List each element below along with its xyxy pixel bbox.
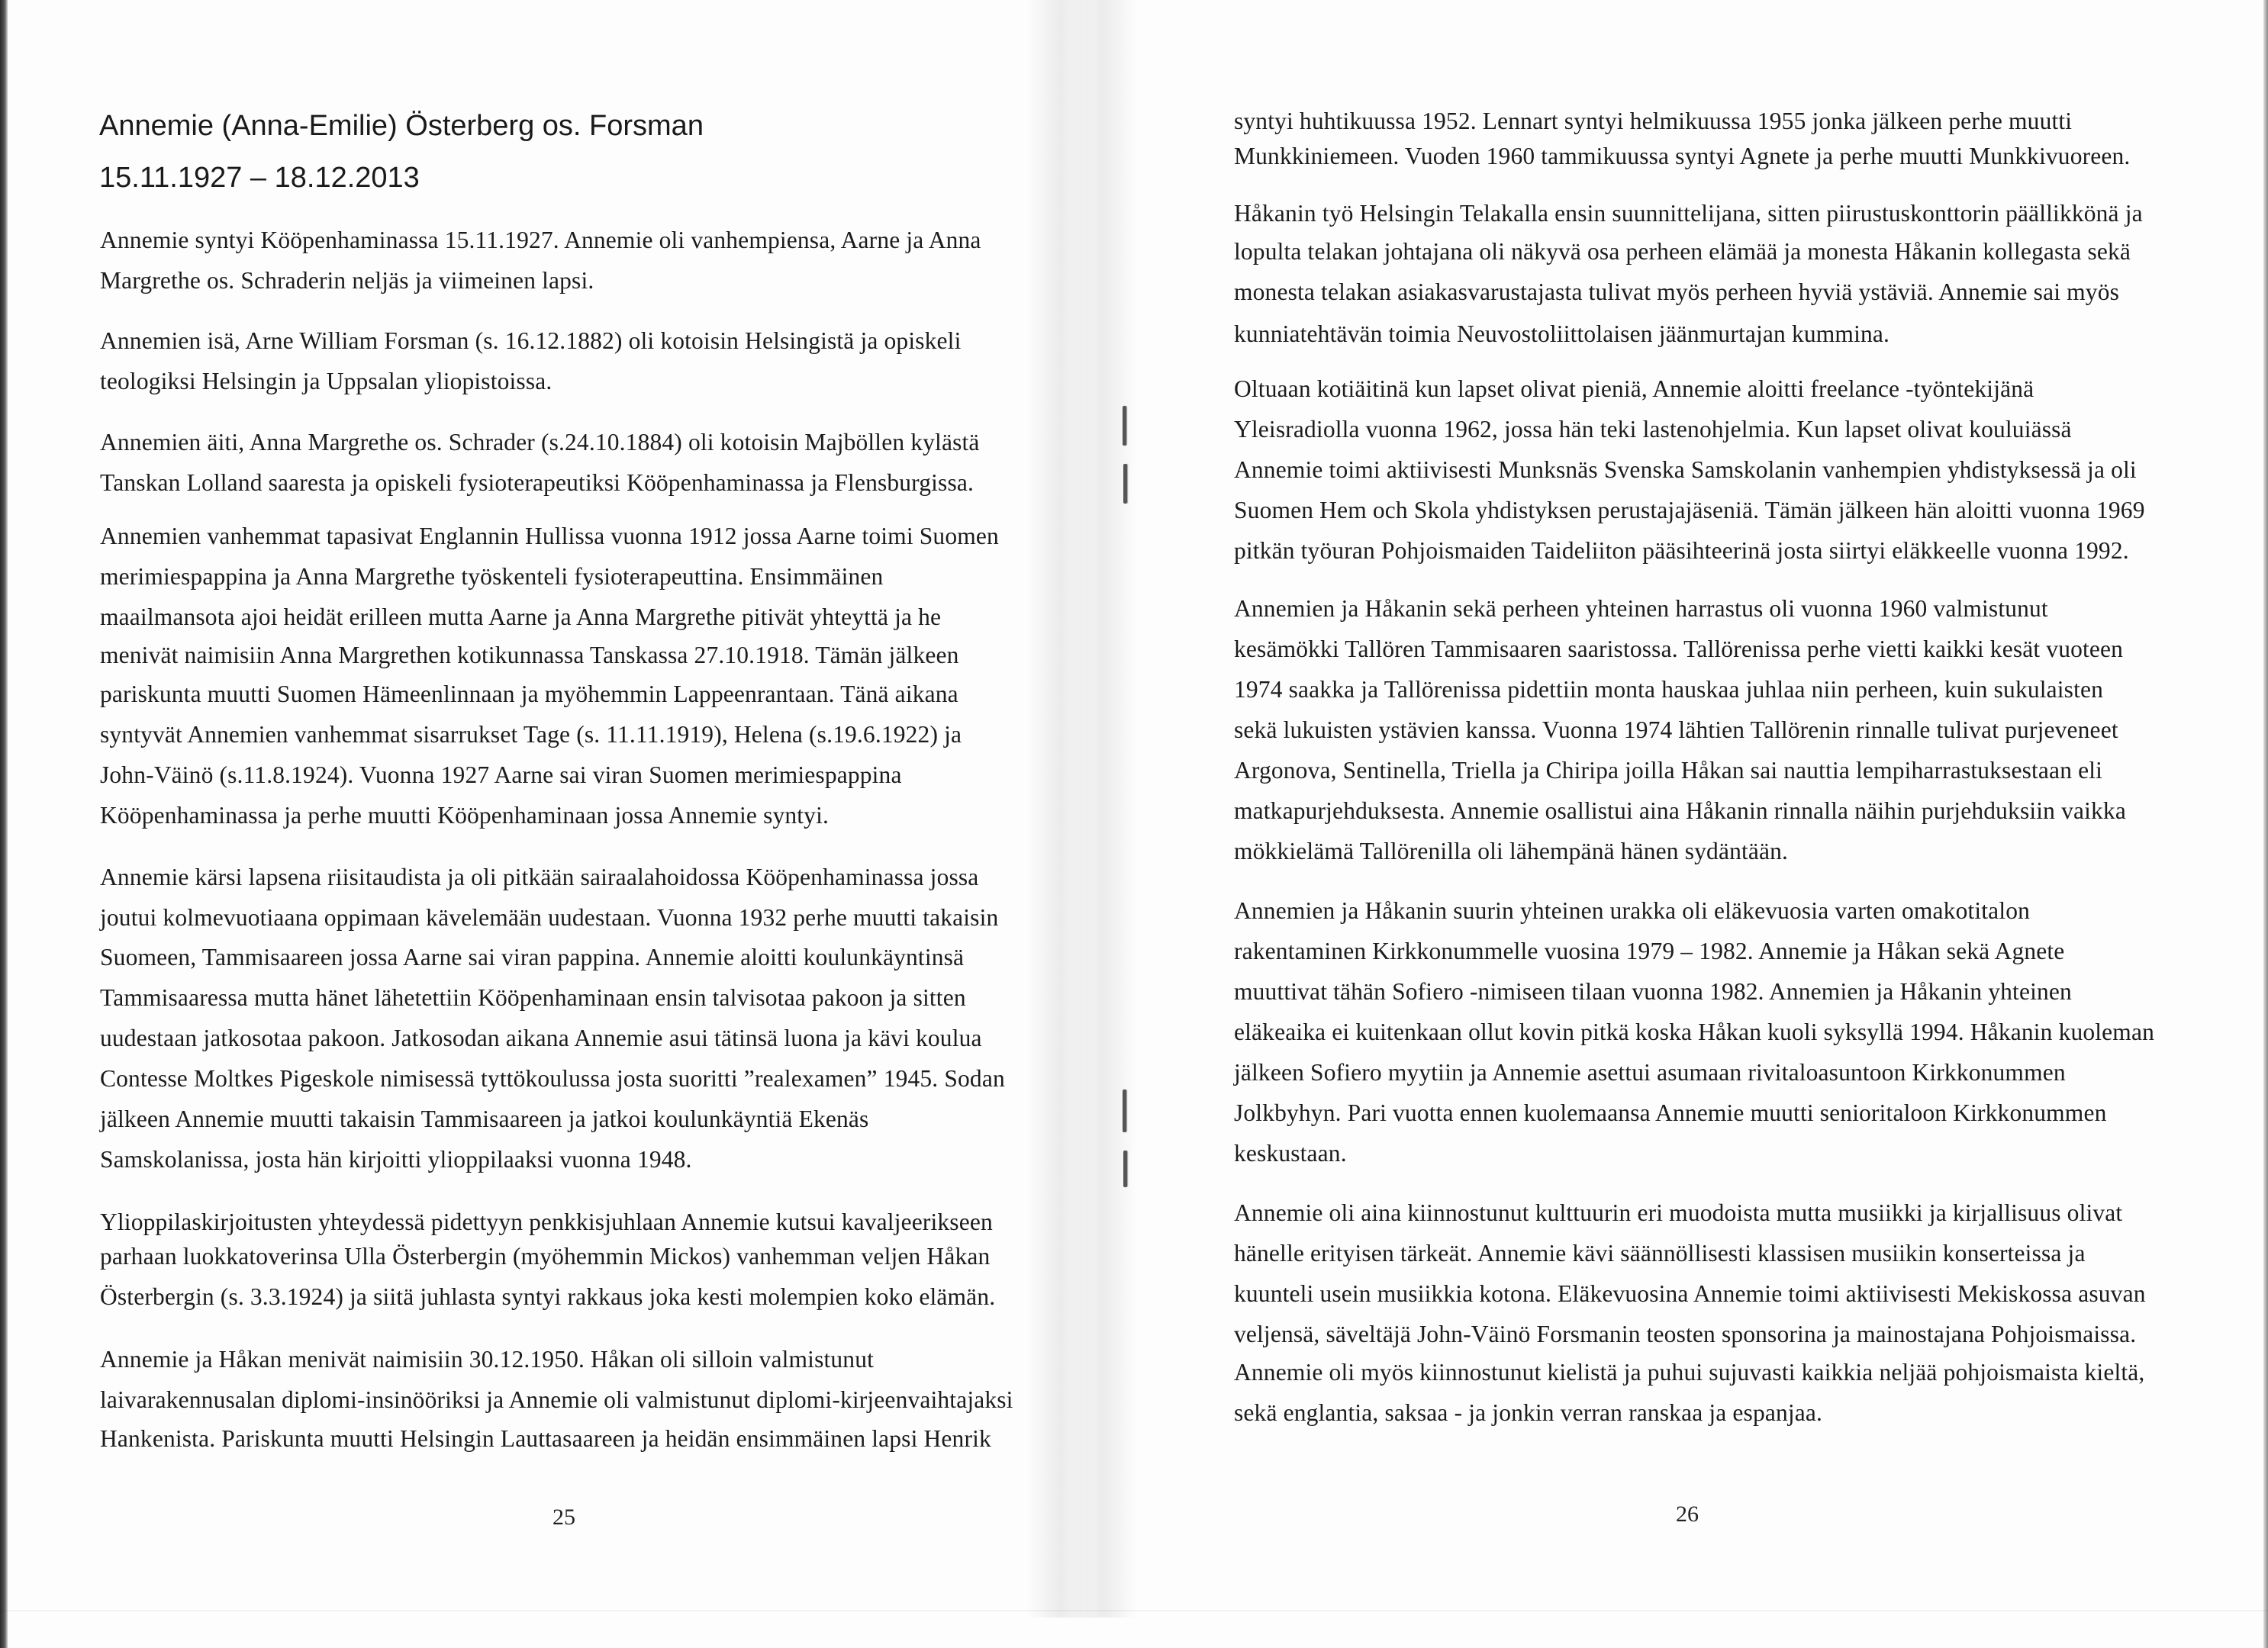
text-line: Tanskan Lolland saaresta ja opiskeli fysioterapeutiksi Kööpenhaminassa ja Flensburgissa. xyxy=(100,469,975,496)
text-line: pariskunta muutti Suomen Hämeenlinnaan ja myöhemmin Lappeenrantaan. Tänä aikana xyxy=(100,681,958,707)
text-line: sekä lukuisten ystävien kanssa. Vuonna 1974 lähtien Tallörenin rinnalle tulivat purjeveneet xyxy=(1234,716,2118,743)
text-line: jälkeen Annemie muutti takaisin Tammisaareen ja jatkoi koulunkäyntiä Ekenäs xyxy=(100,1106,869,1132)
text-line: laivarakennusalan diplomi-insinööriksi ja Annemie oli valmistunut diplomi-kirjeenvaihtajaksi xyxy=(100,1386,1013,1413)
text-line: Österbergin (s. 3.3.1924) ja siitä juhlasta syntyi rakkaus joka kesti molempien koko elämän. xyxy=(100,1283,996,1310)
text-line: maailmansota ajoi heidät erilleen mutta Aarne ja Anna Margrethe pitivät yhteyttä ja he xyxy=(100,604,942,630)
text-line: Annemien isä, Arne William Forsman (s. 16.12.1882) oli kotoisin Helsingistä ja opiskeli xyxy=(100,327,962,354)
text-line: jälkeen Sofiero myytiin ja Annemie asettui asumaan rivitaloasuntoon Kirkkonummen xyxy=(1234,1059,2066,1086)
text-line: muuttivat tähän Sofiero -nimiseen tilaan vuonna 1982. Annemien ja Håkanin yhteinen xyxy=(1234,978,2072,1005)
text-line: Samskolanissa, josta hän kirjoitti ylioppilaaksi vuonna 1948. xyxy=(100,1146,692,1173)
page-title: Annemie (Anna-Emilie) Österberg os. Forsman xyxy=(99,110,704,142)
text-line: veljensä, säveltäjä John-Väinö Forsmanin teosten sponsorina ja mainostajana Pohjoismaissa. xyxy=(1234,1321,2137,1347)
text-line: kesämökki Tallören Tammisaaren saaristossa. Tallörenissa perhe vietti kaikki kesät vuoteen xyxy=(1234,636,2124,662)
staple-mark xyxy=(1123,406,1126,446)
text-line: sekä englantia, saksaa - ja jonkin verran ranskaa ja espanjaa. xyxy=(1234,1399,1823,1426)
staple-mark xyxy=(1123,1151,1127,1187)
text-line: monesta telakan asiakasvarustajasta tulivat myös perheen hyviä ystäviä. Annemie sai myös xyxy=(1234,278,2120,305)
page-number: 25 xyxy=(553,1505,575,1530)
staple-mark xyxy=(1123,1090,1126,1132)
page-bottom-edge xyxy=(0,1610,2268,1611)
text-line: Kööpenhaminassa ja perhe muutti Kööpenhaminaan jossa Annemie syntyi. xyxy=(100,802,829,829)
scan-edge-right xyxy=(2263,0,2268,1648)
text-line: lopulta telakan johtajana oli näkyvä osa perheen elämää ja monesta Håkanin kollegasta sekä xyxy=(1234,238,2131,265)
text-line: teologiksi Helsingin ja Uppsalan yliopistoissa. xyxy=(100,368,553,394)
text-line: Annemien äiti, Anna Margrethe os. Schrader (s.24.10.1884) oli kotoisin Majböllen kylästä xyxy=(100,429,980,455)
text-line: merimiespappina ja Anna Margrethe työskenteli fysioterapeuttina. Ensimmäinen xyxy=(100,563,884,590)
scan-edge-left xyxy=(0,0,8,1648)
text-line: Suomen Hem och Skola yhdistyksen perustajajäseniä. Tämän jälkeen hän aloitti vuonna 1969 xyxy=(1234,497,2145,523)
text-line: Margrethe os. Schraderin neljäs ja viimeinen lapsi. xyxy=(100,267,594,294)
text-line: Annemie syntyi Kööpenhaminassa 15.11.1927. Annemie oli vanhempiensa, Aarne ja Anna xyxy=(100,227,981,253)
text-line: Annemien ja Håkanin suurin yhteinen urakka oli eläkevuosia varten omakotitalon xyxy=(1234,897,2031,924)
text-line: Tammisaaressa mutta hänet lähetettiin Kööpenhaminaan ensin talvisotaa pakoon ja sitten xyxy=(100,984,966,1011)
page-number: 26 xyxy=(1676,1502,1699,1527)
text-line: Annemie ja Håkan menivät naimisiin 30.12.1950. Håkan oli silloin valmistunut xyxy=(100,1346,875,1373)
text-line: Oltuaan kotiäitinä kun lapset olivat pieniä, Annemie aloitti freelance -työntekijänä xyxy=(1234,375,2034,402)
text-line: syntyi huhtikuussa 1952. Lennart syntyi helmikuussa 1955 jonka jälkeen perhe muutti xyxy=(1234,108,2073,134)
text-line: hänelle erityisen tärkeät. Annemie kävi säännöllisesti klassisen musiikin konserteissa ja xyxy=(1234,1240,2086,1267)
text-line: Munkkiniemeen. Vuoden 1960 tammikuussa syntyi Agnete ja perhe muutti Munkkivuoreen. xyxy=(1234,143,2131,169)
text-line: parhaan luokkatoverinsa Ulla Österbergin (myöhemmin Mickos) vanhemman veljen Håkan xyxy=(100,1243,991,1270)
text-line: mökkielämä Tallörenilla oli lähempänä hänen sydäntään. xyxy=(1234,838,1789,864)
text-line: Argonova, Sentinella, Triella ja Chiripa joilla Håkan sai nauttia lempiharrastuksestaan eli xyxy=(1234,757,2103,784)
text-line: syntyvät Annemien vanhemmat sisarrukset Tage (s. 11.11.1919), Helena (s.19.6.1922) ja xyxy=(100,721,962,748)
text-line: pitkän työuran Pohjoismaiden Taideliiton pääsihteerinä josta siirtyi eläkkeelle vuonna 1992. xyxy=(1234,537,2129,564)
life-dates: 15.11.1927 – 18.12.2013 xyxy=(99,162,420,194)
text-line: Annemie oli myös kiinnostunut kielistä ja puhui sujuvasti kaikkia neljää pohjoismaista kieltä, xyxy=(1234,1359,2145,1386)
text-line: Jolkbyhyn. Pari vuotta ennen kuolemaansa Annemie muutti senioritaloon Kirkkonummen xyxy=(1234,1099,2107,1126)
text-line: 1974 saakka ja Tallörenissa pidettiin monta hauskaa juhlaa niin perheen, kuin sukulaisten xyxy=(1234,676,2104,703)
text-line: Yleisradiolla vuonna 1962, jossa hän teki lastenohjelmia. Kun lapset olivat kouluiässä xyxy=(1234,416,2072,443)
text-line: rakentaminen Kirkkonummelle vuosina 1979 – 1982. Annemie ja Håkan sekä Agnete xyxy=(1234,938,2065,964)
text-line: Annemien ja Håkanin sekä perheen yhteinen harrastus oli vuonna 1960 valmistunut xyxy=(1234,595,2048,622)
text-line: menivät naimisiin Anna Margrethen kotikunnassa Tanskassa 27.10.1918. Tämän jälkeen xyxy=(100,642,959,668)
gutter-shadow-right xyxy=(1068,0,1137,1617)
text-line: Annemie kärsi lapsena riisitaudista ja oli pitkään sairaalahoidossa Kööpenhaminassa jossa xyxy=(100,864,979,890)
text-line: Ylioppilaskirjoitusten yhteydessä pidettyyn penkkisjuhlaan Annemie kutsui kavaljeerikseen xyxy=(100,1209,993,1235)
text-line: keskustaan. xyxy=(1234,1140,1347,1167)
text-line: John-Väinö (s.11.8.1924). Vuonna 1927 Aarne sai viran Suomen merimiespappina xyxy=(100,761,902,788)
text-line: Annemien vanhemmat tapasivat Englannin Hullissa vuonna 1912 jossa Aarne toimi Suomen xyxy=(100,523,999,549)
text-line: joutui kolmevuotiaana oppimaan kävelemään uudestaan. Vuonna 1932 perhe muutti takaisin xyxy=(100,904,999,931)
staple-mark xyxy=(1123,464,1127,504)
text-line: kuunteli usein musiikkia kotona. Eläkevuosina Annemie toimi aktiivisesti Mekiskossa asuvan xyxy=(1234,1280,2146,1307)
text-line: Håkanin työ Helsingin Telakalla ensin suunnittelijana, sitten piirustuskonttorin päällikkönä ja xyxy=(1234,200,2143,227)
text-line: Suomeen, Tammisaareen jossa Aarne sai viran pappina. Annemie aloitti koulunkäyntinsä xyxy=(100,944,965,970)
text-line: eläkeaika ei kuitenkaan ollut kovin pitkä koska Håkan kuoli syksyllä 1994. Håkanin kuoleman xyxy=(1234,1019,2154,1045)
text-line: uudestaan jatkosotaa pakoon. Jatkosodan aikana Annemie asui tätinsä luona ja kävi koulua xyxy=(100,1025,982,1051)
text-line: Annemie toimi aktiivisesti Munksnäs Svenska Samskolanin vanhempien yhdistyksessä ja oli xyxy=(1234,456,2137,483)
text-line: kunniatehtävän toimia Neuvostoliittolaisen jäänmurtajan kummina. xyxy=(1234,320,1890,347)
text-line: Hankenista. Pariskunta muutti Helsingin Lauttasaareen ja heidän ensimmäinen lapsi Henrik xyxy=(100,1425,991,1452)
text-line: matkapurjehduksesta. Annemie osallistui aina Håkanin rinnalla näihin purjehduksiin vaikka xyxy=(1234,797,2126,824)
text-line: Contesse Moltkes Pigeskole nimisessä tyttökoulussa josta suoritti ”realexamen” 1945. Sodan xyxy=(100,1065,1005,1092)
text-line: Annemie oli aina kiinnostunut kulttuurin eri muodoista mutta musiikki ja kirjallisuus olivat xyxy=(1234,1199,2123,1226)
